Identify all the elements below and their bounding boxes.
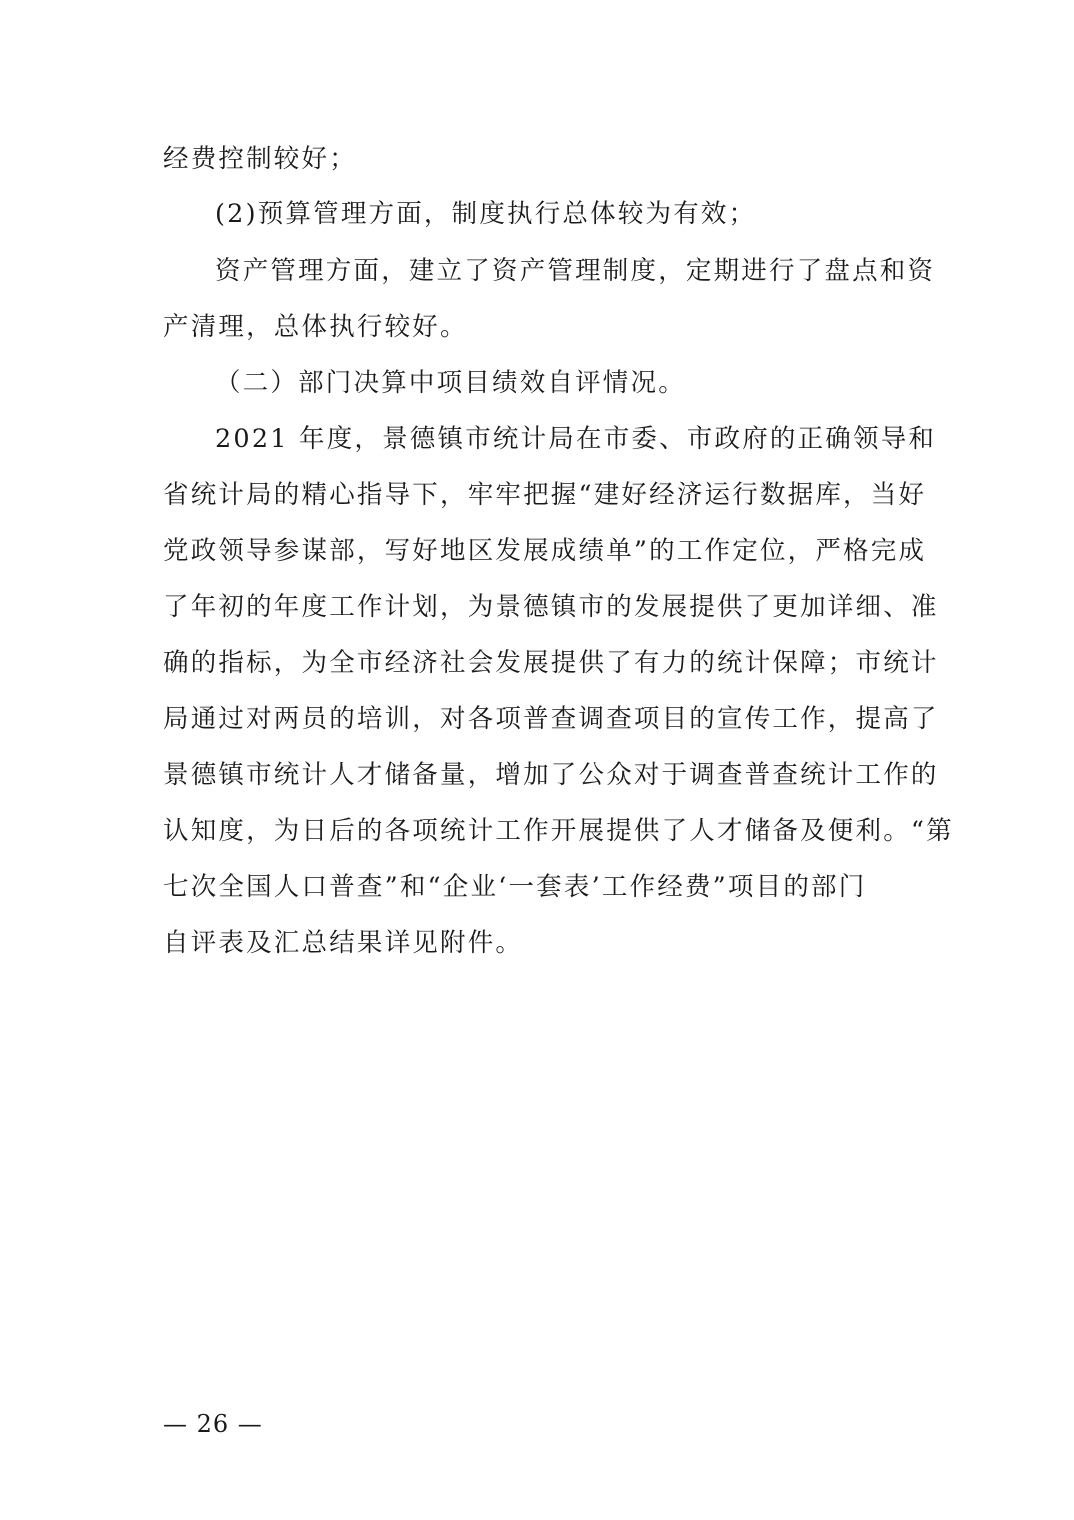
body-line-13: 认知度，为日后的各项统计工作开展提供了人才储备及便利。“第 [163,816,954,846]
body-line-10: 确的指标，为全市经济社会发展提供了有力的统计保障；市统计 [163,648,939,678]
body-line-9: 了年初的年度工作计划，为景德镇市的发展提供了更加详细、准 [163,592,939,622]
body-line-6: 2021 年度，景德镇市统计局在市委、市政府的正确领导和 [215,424,937,454]
body-line-14: 七次全国人口普查”和“企业‘一套表’工作经费”项目的部门 [163,872,867,902]
body-line-4: 产清理，总体执行较好。 [163,312,468,342]
page-number: — 26 — [163,1410,263,1438]
body-line-3: 资产管理方面，建立了资产管理制度，定期进行了盘点和资 [215,256,936,286]
body-line-12: 景德镇市统计人才储备量，增加了公众对于调查普查统计工作的 [163,760,939,790]
body-line-11: 局通过对两员的培训，对各项普查调查项目的宣传工作，提高了 [163,704,939,734]
body-line-8: 党政领导参谋部，写好地区发展成绩单”的工作定位，严格完成 [163,536,927,566]
section-heading: （二）部门决算中项目绩效自评情况。 [215,368,686,398]
body-line-2: (2)预算管理方面，制度执行总体较为有效； [215,199,757,229]
body-line-7: 省统计局的精心指导下，牢牢把握“建好经济运行数据库，当好 [163,480,927,510]
body-line-15: 自评表及汇总结果详见附件。 [163,928,524,958]
body-line-1: 经费控制较好； [163,144,357,174]
